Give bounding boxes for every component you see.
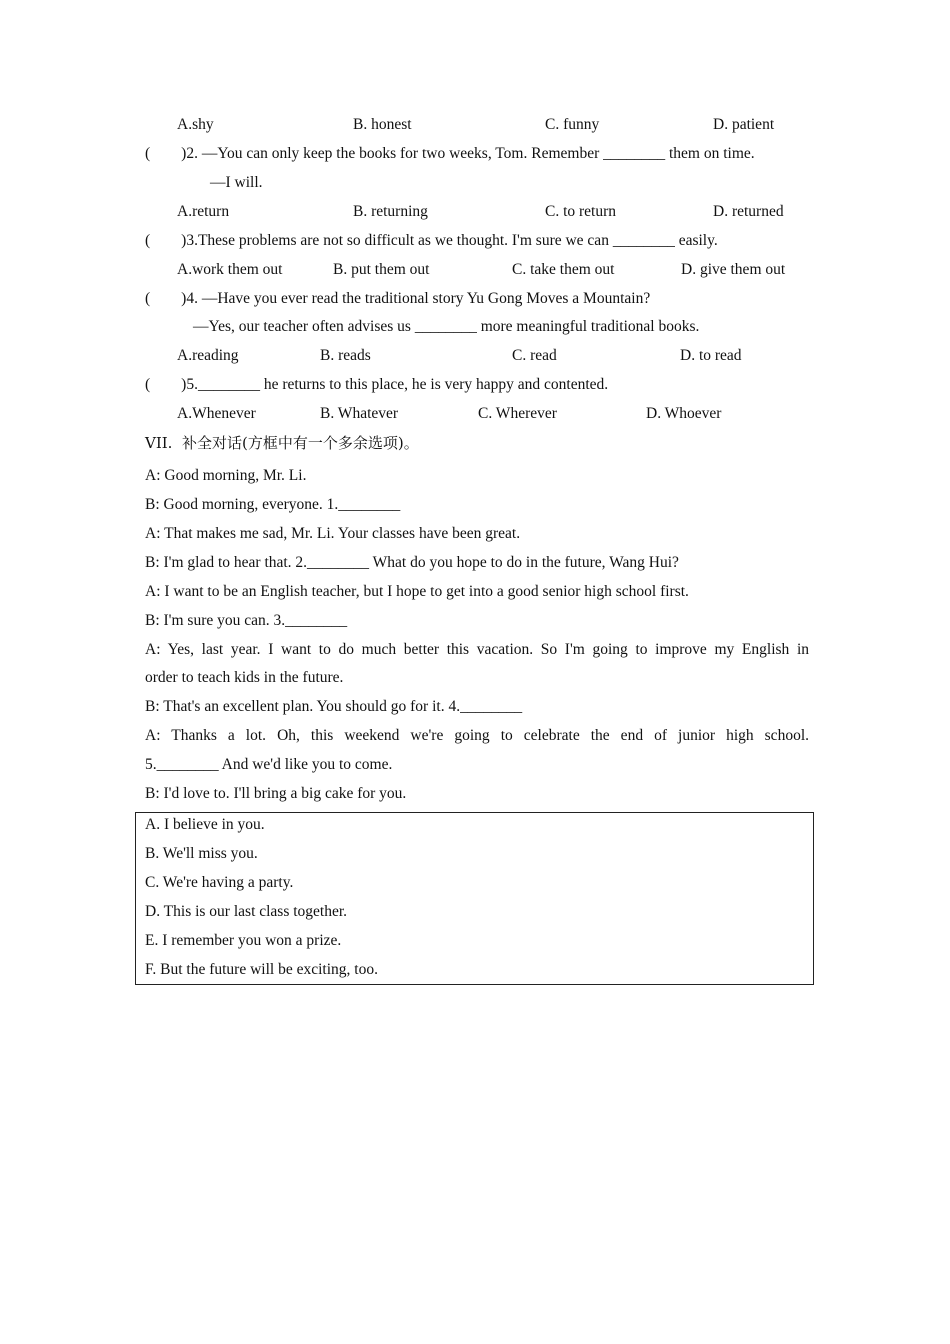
choice-c: C. We're having a party.: [145, 874, 294, 891]
q4-reply: —Yes, our teacher often advises us ________ more meaningful traditional books.: [193, 318, 700, 335]
dialogue-line: B: That's an excellent plan. You should go for it. 4.________: [145, 698, 523, 715]
dialogue-line-text: A: Yes, last year. I want to do much better this vacation. So I'm going to improve my English in: [145, 641, 809, 658]
q3-option-b: B. put them out: [333, 261, 430, 278]
choice-a: A. I believe in you.: [145, 816, 265, 833]
q4-stem: ( )4. —Have you ever read the traditional story Yu Gong Moves a Mountain?: [145, 290, 651, 307]
dialogue-line: [145, 726, 809, 746]
dialogue-line: B: I'm sure you can. 3.________: [145, 612, 348, 629]
q2-option-c: C. to return: [545, 203, 617, 220]
q3-option-a: A.work them out: [177, 261, 283, 278]
q1-option-a: A.shy: [177, 116, 214, 133]
q4-option-b: B. reads: [320, 347, 371, 364]
q5-option-b: B. Whatever: [320, 405, 399, 422]
q4-option-a: A.reading: [177, 347, 239, 364]
dialogue-line: B: Good morning, everyone. 1.________: [145, 496, 401, 513]
q3-stem: ( )3.These problems are not so difficult as we thought. I'm sure we can ________ easily.: [145, 232, 718, 249]
q1-option-c: C. funny: [545, 116, 600, 133]
q5-option-c: C. Wherever: [478, 405, 557, 422]
dialogue-line: order to teach kids in the future.: [145, 669, 344, 686]
q2-option-b: B. returning: [353, 203, 428, 220]
dialogue-line: [145, 640, 809, 660]
q4-option-d: D. to read: [680, 347, 742, 364]
dialogue-line: B: I'd love to. I'll bring a big cake for you.: [145, 785, 407, 802]
q2-reply: —I will.: [210, 174, 263, 191]
q5-option-d: D. Whoever: [646, 405, 722, 422]
q1-option-b: B. honest: [353, 116, 412, 133]
dialogue-line: A: I want to be an English teacher, but I hope to get into a good senior high school first.: [145, 583, 689, 600]
q2-option-a: A.return: [177, 203, 230, 220]
section-heading: VII. 补全对话(方框中有一个多余选项)。: [145, 434, 419, 452]
dialogue-line: A: That makes me sad, Mr. Li. Your classes have been great.: [145, 525, 521, 542]
choices-box: [135, 812, 814, 985]
dialogue-line: B: I'm glad to hear that. 2.________ What do you hope to do in the future, Wang Hui?: [145, 554, 679, 571]
choice-d: D. This is our last class together.: [145, 903, 348, 920]
choice-b: B. We'll miss you.: [145, 845, 258, 862]
q3-option-d: D. give them out: [681, 261, 786, 278]
q4-option-c: C. read: [512, 347, 557, 364]
choice-e: E. I remember you won a prize.: [145, 932, 342, 949]
q3-option-c: C. take them out: [512, 261, 615, 278]
q1-option-d: D. patient: [713, 116, 775, 133]
choice-f: F. But the future will be exciting, too.: [145, 961, 378, 978]
q2-stem: ( )2. —You can only keep the books for two weeks, Tom. Remember ________ them on time.: [145, 145, 755, 162]
q5-stem: ( )5.________ he returns to this place, he is very happy and contented.: [145, 376, 609, 393]
dialogue-line: 5.________ And we'd like you to come.: [145, 756, 393, 773]
dialogue-line: A: Good morning, Mr. Li.: [145, 467, 307, 484]
q2-option-d: D. returned: [713, 203, 784, 220]
q5-option-a: A.Whenever: [177, 405, 256, 422]
dialogue-line-text: A: Thanks a lot. Oh, this weekend we're going to celebrate the end of junior high school.: [145, 727, 809, 744]
